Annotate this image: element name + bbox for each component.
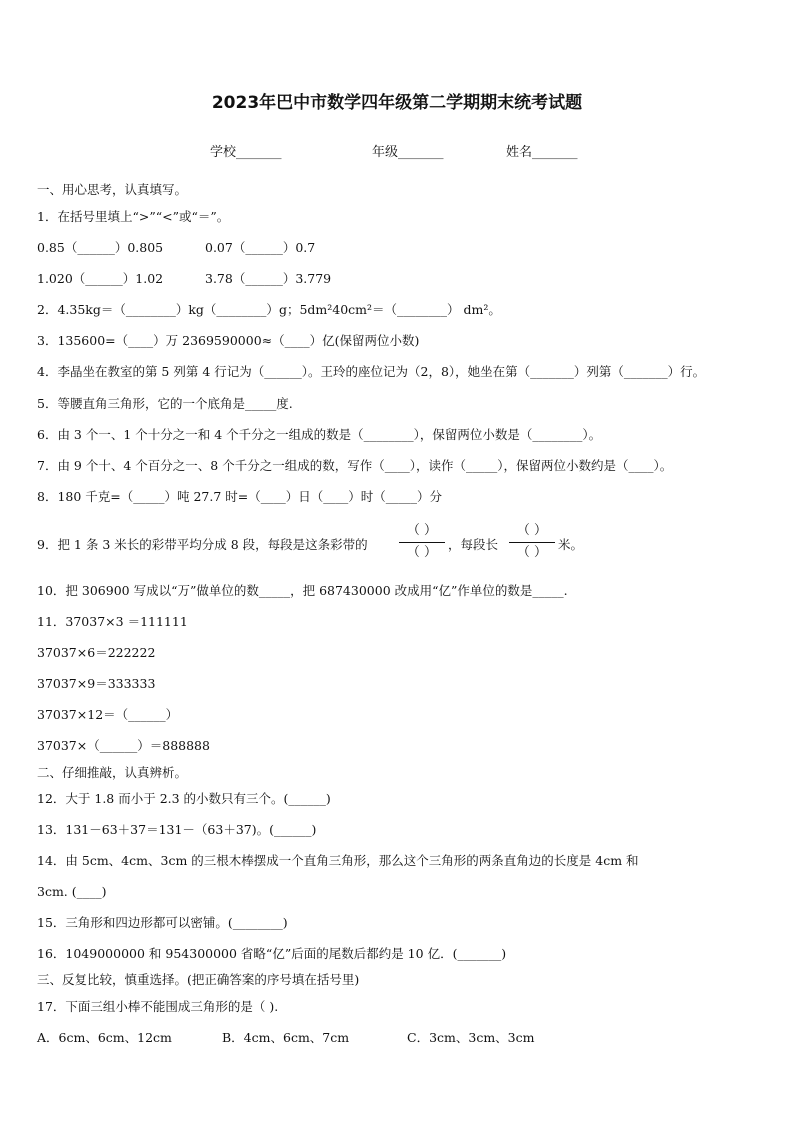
question-11-line-4: 37037×12＝（______） xyxy=(37,707,179,722)
question-1-item-a: 0.85（______）0.805 xyxy=(37,240,164,255)
section-1-heading: 一、用心思考，认真填写。 xyxy=(37,182,188,197)
question-17-option-a: A．6cm、6cm、12cm xyxy=(37,1030,172,1045)
question-11: 11．37037×3 ＝111111 xyxy=(37,614,188,629)
grade-field: 年级_______ xyxy=(372,145,444,160)
question-8: 8．180 千克=（_____）吨 27.7 时=（____）日（____）时（_____）分 xyxy=(37,489,443,504)
question-9-text-start: 9．把 1 条 3 米长的彩带平均分成 8 段，每段是这条彩带的 xyxy=(37,537,368,552)
question-9-text-end: 米。 xyxy=(558,537,584,552)
question-5: 5．等腰直角三角形，它的一个底角是_____度. xyxy=(37,396,293,411)
question-1: 1．在括号里填上“>”“<”或“＝”。 xyxy=(37,209,230,224)
question-9-fraction-2 xyxy=(509,521,555,565)
question-3: 3．135600=（____）万 2369590000≈（____）亿(保留两位小数) xyxy=(37,333,420,348)
question-15: 15．三角形和四边形都可以密铺。(________) xyxy=(37,915,288,930)
fraction-2-numerator: （ ） xyxy=(516,523,548,538)
question-2: 2．4.35kg＝（________）kg（________）g；5dm²40cm²＝（________） dm²。 xyxy=(37,302,501,317)
question-1-item-d: 3.78（______）3.779 xyxy=(205,271,332,286)
question-11-line-5: 37037×（______）＝888888 xyxy=(37,738,210,753)
fraction-2-bar xyxy=(509,542,555,543)
question-13: 13．131－63＋37＝131－（63＋37)。(______) xyxy=(37,822,317,837)
question-1-item-b: 0.07（______）0.7 xyxy=(205,240,316,255)
question-17-option-c: C．3cm、3cm、3cm xyxy=(407,1030,535,1045)
school-field: 学校_______ xyxy=(210,145,282,160)
name-field: 姓名_______ xyxy=(506,145,578,160)
question-7: 7．由 9 个十、4 个百分之一、8 个千分之一组成的数，写作（____），读作（_____），保留两位小数约是（____）。 xyxy=(37,458,673,473)
fraction-1-bar xyxy=(399,542,445,543)
section-2-heading: 二、仔细推敲，认真辨析。 xyxy=(37,765,188,780)
question-10: 10．把 306900 写成以“万”做单位的数_____，把 687430000 改成用“亿”作单位的数是_____. xyxy=(37,583,568,598)
question-6: 6．由 3 个一、1 个十分之一和 4 个千分之一组成的数是（________），保留两位小数是（________）。 xyxy=(37,427,602,442)
question-17: 17．下面三组小棒不能围成三角形的是（ ). xyxy=(37,999,279,1014)
question-11-line-3: 37037×9＝333333 xyxy=(37,676,156,691)
fraction-1-denominator: （ ） xyxy=(406,545,438,560)
question-11-line-2: 37037×6＝222222 xyxy=(37,645,156,660)
question-4: 4．李晶坐在教室的第 5 列第 4 行记为（______）。王玲的座位记为（2，8），她坐在第（_______）列第（_______）行。 xyxy=(37,364,706,379)
section-3-heading: 三、反复比较，慎重选择。(把正确答案的序号填在括号里) xyxy=(37,972,360,987)
question-14-line-2: 3cm. (____) xyxy=(37,884,107,899)
question-9-fraction-1 xyxy=(399,521,445,565)
question-17-option-b: B．4cm、6cm、7cm xyxy=(222,1030,350,1045)
fraction-2-denominator: （ ） xyxy=(516,545,548,560)
question-1-item-c: 1.020（______）1.02 xyxy=(37,271,164,286)
question-16: 16．1049000000 和 954300000 省略“亿”后面的尾数后都约是 10 亿．(_______) xyxy=(37,946,507,961)
fraction-1-numerator: （ ） xyxy=(406,523,438,538)
question-12: 12．大于 1.8 而小于 2.3 的小数只有三个。(______) xyxy=(37,791,331,806)
question-14: 14．由 5cm、4cm、3cm 的三根木棒摆成一个直角三角形，那么这个三角形的两条直角边的长度是 4cm 和 xyxy=(37,853,639,868)
question-9-text-middle: ，每段长 xyxy=(448,537,499,552)
page-title: 2023年巴中市数学四年级第二学期期末统考试题 xyxy=(211,93,583,113)
